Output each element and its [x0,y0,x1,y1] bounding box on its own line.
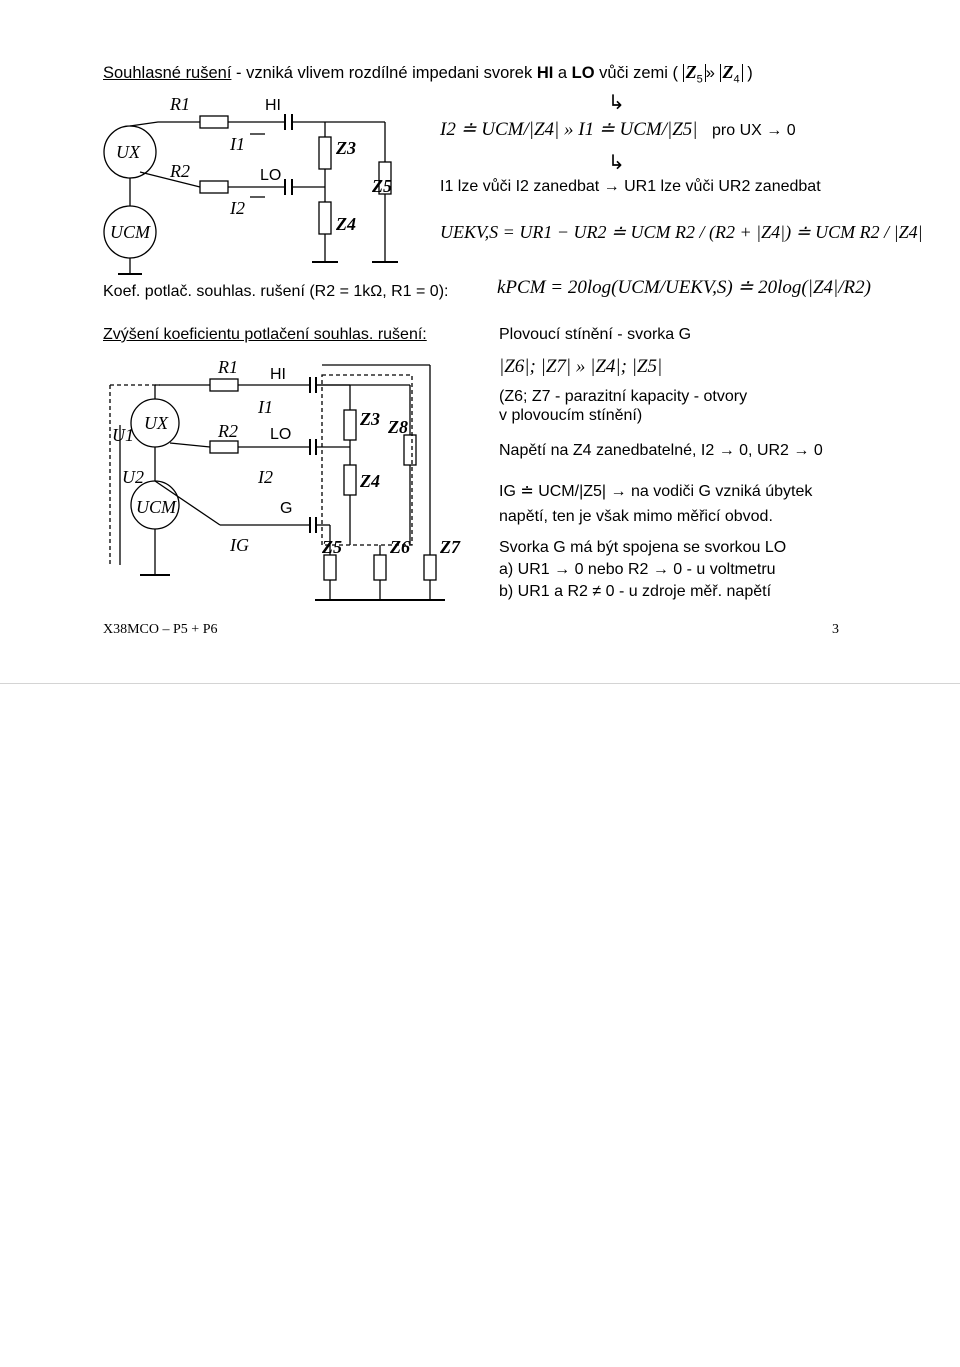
z5-impedance [324,555,336,580]
label-u2: U2 [122,467,144,487]
down-arrow-icon: ↳ [608,92,625,114]
z6-impedance [374,555,386,580]
z4-impedance [319,202,331,234]
label-z5: Z5 [322,537,342,557]
heading-souhlasne-ruseni: Souhlasné rušení - vzniká vlivem rozdílné impedani svorek HI a LO vůči zemi ( $Z_5$ » $Z_4$ ) [103,62,753,86]
z4-impedance [344,465,356,495]
page-divider [0,683,960,684]
label-z8: Z8 [388,417,408,437]
label-g: G [280,500,293,517]
label-z3: Z3 [336,138,356,158]
footer-right: 3 [832,622,839,637]
footer-left: X38MCO – P5 + P6 [103,622,218,637]
circuit-diagram-1 [100,92,440,292]
right-cond: |Z6|; |Z7| » |Z4|; |Z5| [499,356,663,377]
equation-line1: I2 ≐ UCM/|Z4| » I1 ≐ UCM/|Z5| [440,119,698,140]
right-napeti: Napětí na Z4 zanedbatelné, I2 → 0, UR2 → 0 [499,442,823,459]
equation-line2: I1 lze vůči I2 zanedbat → UR1 lze vůči UR2 zanedbat [440,178,821,195]
label-hi: HI [265,97,281,114]
label-ig: IG [230,535,249,555]
label-ucm: UCM [110,222,150,242]
right-ig2: napětí, ten je však mimo měřicí obvod. [499,508,773,525]
right-title: Plovoucí stínění - svorka G [499,326,692,343]
label-z3: Z3 [360,409,380,429]
label-lo: LO [270,426,292,443]
r1-resistor [210,379,238,391]
r2-resistor [210,441,238,453]
label-ux: UX [116,142,140,162]
label-lo: LO [260,167,282,184]
down-arrow-icon: ↳ [608,152,625,174]
z7-impedance [424,555,436,580]
equation-line3: UEKV,S = UR1 − UR2 ≐ UCM R2 / (R2 + |Z4|) ≐ UCM R2 / |Z4| [440,222,923,242]
label-i2: I2 [230,198,245,218]
right-paren2: v plovoucím stínění) [499,407,643,424]
right-ig: IG ≐ UCM/|Z5| → na vodiči G vzniká úbytek [499,483,813,500]
equation-line1-tail: pro UX → 0 [712,122,796,139]
label-ux: UX [144,413,168,433]
label-i2: I2 [258,467,273,487]
label-z5: Z5 [372,176,392,196]
label-z6: Z6 [390,537,410,557]
right-paren1: (Z6; Z7 - parazitní kapacity - otvory [499,388,748,405]
r1-resistor [200,116,228,128]
label-z7: Z7 [440,537,460,557]
z3-impedance [319,137,331,169]
right-a: a) UR1 → 0 nebo R2 → 0 - u voltmetru [499,561,776,578]
koef-formula: kPCM = 20log(UCM/UEKV,S) ≐ 20log(|Z4|/R2) [497,277,871,298]
label-z4: Z4 [360,471,380,491]
label-hi: HI [270,366,286,383]
label-r1: R1 [218,357,238,377]
koef-label: Koef. potlač. souhlas. rušení (R2 = 1kΩ, R1 = 0): [103,283,449,300]
label-z4: Z4 [336,214,356,234]
right-svorka: Svorka G má být spojena se svorkou LO [499,539,787,556]
label-ucm: UCM [136,497,176,517]
z3-impedance [344,410,356,440]
right-b: b) UR1 a R2 ≠ 0 - u zdroje měř. napětí [499,583,772,600]
label-r1: R1 [170,94,190,114]
label-u1: U1 [112,425,134,445]
label-i1: I1 [258,397,273,417]
label-r2: R2 [218,421,238,441]
heading-zvyseni: Zvýšení koeficientu potlačení souhlas. rušení: [103,326,427,343]
circuit-diagram-2 [100,355,480,615]
z8-impedance [404,435,416,465]
label-i1: I1 [230,134,245,154]
label-r2: R2 [170,161,190,181]
r2-resistor [200,181,228,193]
